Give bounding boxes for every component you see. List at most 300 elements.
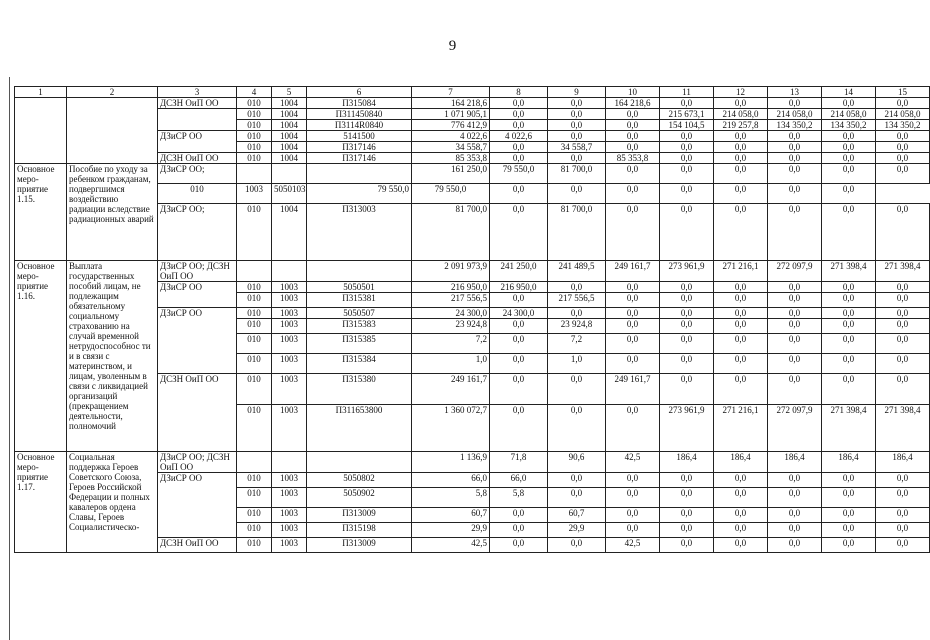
cell-col-year-8: 0,0 [876,508,930,523]
cell-col-ministry-code: 010 [237,120,272,131]
cell-col-year-5: 0,0 [714,153,768,164]
cell-col-section-code: 1003 [272,508,307,523]
cell-col-year-2: 241 489,5 [548,261,606,282]
cell-col-year-7: 0,0 [822,204,876,261]
cell-col-year-5: 0,0 [714,204,768,261]
cell-col-year-8: 0,0 [822,184,876,204]
cell-col-year-6: 0,0 [768,153,822,164]
cell-col-total: 161 250,0 [412,164,490,184]
cell-col-ministry-code: 010 [237,308,272,319]
cell-col-year-4: 0,0 [660,354,714,374]
cell-col-year-1: 216 950,0 [490,282,548,293]
cell-col-year-4: 0,0 [660,308,714,319]
cell-col-year-3: 0,0 [606,293,660,308]
cell-col-executor: ДСЗН ОиП ОО [158,374,237,452]
cell-col-year-2: 0,0 [548,308,606,319]
cell-col-year-5: 0,0 [714,508,768,523]
header-col-target-code: 6 [307,87,412,98]
cell-col-year-6: 0,0 [768,334,822,354]
cell-col-year-6: 0,0 [768,98,822,109]
cell-col-year-2: 0,0 [548,538,606,553]
header-col-year-8: 15 [876,87,930,98]
cell-col-year-5: 0,0 [714,98,768,109]
measure-label: Основное меро-приятие 1.16. [15,261,67,452]
cell-col-year-7: 134 350,2 [822,120,876,131]
cell-col-executor: ДЗиСР ОО [158,308,237,374]
cell-col-year-4: 0,0 [660,374,714,405]
cell-col-year-3: 42,5 [606,452,660,473]
cell-col-year-3: 0,0 [606,109,660,120]
cell-col-year-7: 0,0 [822,374,876,405]
cell-col-target-code: П315084 [307,98,412,109]
cell-col-section-code: 1003 [272,319,307,334]
cell-col-year-8: 0,0 [876,98,930,109]
cell-col-year-7: 0,0 [822,523,876,538]
cell-col-year-4: 154 104,5 [660,120,714,131]
cell-col-year-8: 0,0 [876,282,930,293]
cell-col-year-2: 0,0 [548,98,606,109]
cell-col-year-1: 0,0 [490,508,548,523]
cell-col-year-8: 271 398,4 [876,261,930,282]
cell-col-year-3: 42,5 [606,538,660,553]
cell-col-section-code: 1003 [272,538,307,553]
cell-col-section-code: 1003 [272,488,307,508]
cell-col-total: 79 550,0 [307,184,412,204]
cell-col-year-2: 23 924,8 [548,319,606,334]
cell-col-year-3: 0,0 [606,354,660,374]
cell-col-year-6: 0,0 [768,523,822,538]
cell-col-target-code: 5050802 [307,473,412,488]
header-col-ministry-code: 4 [237,87,272,98]
cell-col-year-1: 79 550,0 [490,164,548,184]
cell-col-year-2: 0,0 [548,374,606,405]
cell-col-year-4: 186,4 [660,452,714,473]
cell-col-target-code: П317146 [307,153,412,164]
budget-table [14,86,930,553]
cell-col-ministry-code: 010 [237,488,272,508]
measure-label: Основное меро-приятие 1.15. [15,164,67,261]
cell-col-year-1: 66,0 [490,473,548,488]
cell-col-ministry-code: 010 [237,109,272,120]
cell-col-year-7: 0,0 [822,473,876,488]
cell-col-ministry-code [237,164,272,184]
cell-col-total: 5,8 [412,488,490,508]
cell-col-target-code: П311653800 [307,405,412,452]
empty-cell [158,109,237,131]
header-col-year-1: 8 [490,87,548,98]
cell-col-year-7: 0,0 [768,184,822,204]
header-col-total: 7 [412,87,490,98]
cell-col-ministry-code: 010 [237,204,272,261]
cell-col-ministry-code: 010 [237,142,272,153]
cell-col-ministry-code [237,261,272,282]
cell-col-target-code: П317146 [307,142,412,153]
cell-col-year-2: 60,7 [548,508,606,523]
cell-col-ministry-code: 010 [237,319,272,334]
cell-col-year-4: 0,0 [660,508,714,523]
cell-col-total: 4 022,6 [412,131,490,142]
cell-col-year-1: 0,0 [490,523,548,538]
cell-col-year-5: 0,0 [714,282,768,293]
cell-col-year-5: 0,0 [714,473,768,488]
cell-col-year-1: 0,0 [490,142,548,153]
cell-col-target-code: П315385 [307,334,412,354]
cell-col-year-8: 0,0 [876,204,930,261]
cell-col-year-8: 0,0 [876,293,930,308]
cell-col-year-4: 0,0 [660,523,714,538]
cell-col-total: 776 412,9 [412,120,490,131]
cell-col-year-6: 0,0 [768,538,822,553]
cell-col-year-6: 0,0 [768,319,822,334]
cell-col-target-code: 5050103 [272,184,307,204]
cell-col-year-4: 0,0 [660,164,714,184]
cell-col-year-7: 0,0 [822,131,876,142]
cell-col-year-5: 0,0 [714,488,768,508]
cell-col-year-8: 0,0 [876,488,930,508]
cell-col-year-1: 0,0 [490,319,548,334]
cell-col-year-1: 0,0 [490,354,548,374]
cell-col-executor: ДЗиСР ОО [158,282,237,308]
cell-col-year-8: 134 350,2 [876,120,930,131]
cell-col-year-2: 0,0 [548,153,606,164]
cell-col-executor: ДСЗН ОиП ОО [158,98,237,109]
cell-col-year-1: 0,0 [490,374,548,405]
cell-col-year-8: 0,0 [876,523,930,538]
header-col-year-5: 12 [714,87,768,98]
cell-col-section-code: 1004 [272,109,307,120]
cell-col-ministry-code: 010 [237,523,272,538]
cell-col-section-code: 1004 [272,142,307,153]
cell-col-target-code: П315198 [307,523,412,538]
cell-col-executor: ДСЗН ОиП ОО [158,538,237,553]
cell-col-total: 29,9 [412,523,490,538]
cell-col-year-7: 0,0 [822,334,876,354]
cell-col-year-5: 0,0 [714,374,768,405]
cell-col-executor: ДЗиСР ОО [158,131,237,153]
cell-col-year-6: 0,0 [768,354,822,374]
cell-col-ministry-code: 010 [237,405,272,452]
cell-col-section-code: 1004 [272,204,307,261]
header-row [15,87,930,98]
cell-col-year-6: 0,0 [768,308,822,319]
cell-col-year-1: 0,0 [490,405,548,452]
cell-col-year-8: 0,0 [876,131,930,142]
cell-col-section-code [272,164,307,184]
cell-col-year-2: 0,0 [548,120,606,131]
cell-col-year-2: 0,0 [548,473,606,488]
cell-col-target-code [307,261,412,282]
page-border-line [9,77,10,640]
cell-col-section-code: 1003 [272,405,307,452]
cell-col-year-7: 0,0 [822,282,876,293]
cell-col-target-code: П313009 [307,508,412,523]
cell-col-year-8: 0,0 [876,473,930,488]
cell-col-ministry-code: 010 [237,508,272,523]
cell-col-year-1: 0,0 [490,204,548,261]
empty-cell [67,98,158,164]
cell-col-total: 34 558,7 [412,142,490,153]
cell-col-year-8: 0,0 [876,334,930,354]
cell-col-target-code: П315384 [307,354,412,374]
cell-col-total: 1,0 [412,354,490,374]
cell-col-total: 249 161,7 [412,374,490,405]
cell-col-year-7: 0,0 [822,153,876,164]
cell-col-year-6: 0,0 [768,473,822,488]
cell-col-total: 42,5 [412,538,490,553]
cell-col-executor: ДЗиСР ОО; ДСЗН ОиП ОО [158,261,237,282]
cell-col-year-7: 214 058,0 [822,109,876,120]
table-row [15,98,930,109]
cell-col-year-2: 0,0 [548,282,606,293]
cell-col-target-code: П313003 [307,204,412,261]
cell-col-target-code: П315380 [307,374,412,405]
cell-col-year-1: 0,0 [490,293,548,308]
cell-col-year-2: 0,0 [490,184,548,204]
measure-description: Пособие по уходу за ребенком гражданам, подвергшимся воздействию радиации вследствие радиационных аварий [67,164,158,261]
cell-col-year-3: 0,0 [606,508,660,523]
cell-col-target-code: П311450840 [307,109,412,120]
cell-col-year-5: 0,0 [714,142,768,153]
cell-col-year-1: 4 022,6 [490,131,548,142]
cell-col-year-7: 0,0 [822,354,876,374]
cell-col-executor: ДЗиСР ОО [158,473,237,538]
cell-col-year-6: 134 350,2 [768,120,822,131]
cell-col-year-1: 0,0 [490,334,548,354]
cell-col-year-5: 219 257,8 [714,120,768,131]
cell-col-section-code: 1003 [272,354,307,374]
cell-col-year-8: 186,4 [876,452,930,473]
cell-col-year-4: 215 673,1 [660,109,714,120]
cell-col-year-2: 1,0 [548,354,606,374]
table-row [15,164,930,184]
cell-col-year-1: 71,8 [490,452,548,473]
header-col-year-4: 11 [660,87,714,98]
cell-col-total: 60,7 [412,508,490,523]
cell-col-year-3: 0,0 [606,120,660,131]
header-col-year-2: 9 [548,87,606,98]
cell-col-year-4: 0,0 [660,131,714,142]
cell-col-year-2: 0,0 [548,131,606,142]
cell-col-section-code: 1004 [272,98,307,109]
cell-col-year-3: 0,0 [606,131,660,142]
cell-col-target-code: 5050507 [307,308,412,319]
cell-col-year-2: 34 558,7 [548,142,606,153]
cell-col-year-6: 0,0 [768,293,822,308]
cell-col-year-8: 0,0 [876,153,930,164]
cell-col-total: 66,0 [412,473,490,488]
cell-col-year-3: 0,0 [548,184,606,204]
cell-col-year-7: 0,0 [822,319,876,334]
cell-col-year-3: 85 353,8 [606,153,660,164]
cell-col-year-7: 186,4 [822,452,876,473]
cell-col-year-5: 271 216,1 [714,405,768,452]
cell-col-year-3: 0,0 [606,282,660,293]
cell-col-year-6: 0,0 [768,282,822,293]
empty-cell [15,98,67,164]
header-col-year-7: 14 [822,87,876,98]
cell-col-year-6: 0,0 [768,488,822,508]
cell-col-year-3: 0,0 [606,488,660,508]
cell-col-year-6: 0,0 [768,164,822,184]
cell-col-year-8: 0,0 [876,354,930,374]
cell-col-year-6: 0,0 [768,374,822,405]
cell-col-section-code: 1003 [272,308,307,319]
cell-col-year-8: 0,0 [876,308,930,319]
cell-col-year-3: 249 161,7 [606,374,660,405]
cell-col-year-3: 0,0 [606,308,660,319]
cell-col-year-7: 0,0 [822,308,876,319]
cell-col-target-code [307,164,412,184]
cell-col-section-code: 1004 [272,153,307,164]
cell-col-year-1: 0,0 [490,109,548,120]
cell-col-year-7: 271 398,4 [822,261,876,282]
cell-col-year-6: 0,0 [768,508,822,523]
cell-col-year-5: 0,0 [714,293,768,308]
page-number: 9 [448,38,457,54]
cell-col-year-7: 0,0 [822,508,876,523]
cell-col-ministry-code [237,452,272,473]
cell-col-ministry-code: 010 [237,334,272,354]
cell-col-total: 24 300,0 [412,308,490,319]
cell-col-ministry-code: 010 [158,184,237,204]
cell-col-year-4: 0,0 [660,153,714,164]
cell-col-year-2: 81 700,0 [548,204,606,261]
cell-col-total: 1 360 072,7 [412,405,490,452]
header-col-executor: 3 [158,87,237,98]
cell-col-year-4: 0,0 [660,334,714,354]
header-col-year-3: 10 [606,87,660,98]
cell-col-target-code: 5050501 [307,282,412,293]
cell-col-year-1: 0,0 [490,98,548,109]
cell-col-year-4: 0,0 [660,142,714,153]
cell-col-year-4: 0,0 [660,538,714,553]
cell-col-year-5: 0,0 [714,334,768,354]
cell-col-target-code: 5141500 [307,131,412,142]
cell-col-year-3: 0,0 [606,142,660,153]
cell-col-year-6: 0,0 [768,204,822,261]
cell-col-ministry-code: 010 [237,98,272,109]
cell-col-target-code: П315383 [307,319,412,334]
cell-col-total: 217 556,5 [412,293,490,308]
cell-col-year-8: 0,0 [876,538,930,553]
cell-col-ministry-code: 010 [237,473,272,488]
cell-col-total: 85 353,8 [412,153,490,164]
cell-col-target-code: П3114R0840 [307,120,412,131]
cell-col-year-4: 0,0 [660,488,714,508]
cell-col-year-5: 0,0 [714,131,768,142]
cell-col-year-6: 0,0 [714,184,768,204]
cell-col-executor: ДЗиСР ОО; ДСЗН ОиП ОО [158,452,237,473]
cell-col-year-4: 0,0 [660,98,714,109]
cell-col-section-code [272,261,307,282]
cell-col-year-2: 7,2 [548,334,606,354]
cell-col-year-6: 0,0 [768,131,822,142]
measure-description: Выплата государственных пособий лицам, не подлежащим обязательному социальному страхованию на случай временной нетрудоспособнос ти и в связи с материнством, и лицам, уволенным в связи с ликвидацией организаций (прекращением деятельности, полномочий [67,261,158,452]
cell-col-year-6: 214 058,0 [768,109,822,120]
table-row [15,261,930,282]
cell-col-total: 2 091 973,9 [412,261,490,282]
cell-col-ministry-code: 010 [237,153,272,164]
cell-col-section-code: 1004 [272,131,307,142]
cell-col-section-code [272,452,307,473]
cell-col-total: 1 136,9 [412,452,490,473]
cell-col-year-4: 0,0 [660,473,714,488]
cell-col-year-1: 0,0 [490,120,548,131]
cell-col-target-code: П313009 [307,538,412,553]
cell-col-year-2: 90,6 [548,452,606,473]
cell-col-section-code: 1003 [272,293,307,308]
cell-col-year-4: 0,0 [660,282,714,293]
header-col-year-6: 13 [768,87,822,98]
cell-col-year-4: 0,0 [606,184,660,204]
cell-col-executor: ДЗиСР ОО; [158,204,237,261]
cell-col-year-5: 0,0 [714,523,768,538]
header-col-section-code: 5 [272,87,307,98]
cell-col-total: 1 071 905,1 [412,109,490,120]
cell-col-year-2: 0,0 [548,488,606,508]
cell-col-total: 81 700,0 [412,204,490,261]
cell-col-year-5: 271 216,1 [714,261,768,282]
cell-col-year-7: 0,0 [822,142,876,153]
cell-col-year-5: 0,0 [714,538,768,553]
cell-col-target-code: П315381 [307,293,412,308]
cell-col-year-5: 0,0 [660,184,714,204]
cell-col-year-7: 0,0 [822,164,876,184]
cell-col-year-7: 0,0 [822,293,876,308]
cell-col-year-2: 0,0 [548,405,606,452]
cell-col-target-code: 5050902 [307,488,412,508]
cell-col-year-4: 0,0 [660,293,714,308]
cell-col-section-code: 1003 [237,184,272,204]
cell-col-year-3: 0,0 [606,334,660,354]
cell-col-total: 23 924,8 [412,319,490,334]
cell-col-year-2: 0,0 [548,109,606,120]
cell-col-year-1: 79 550,0 [412,184,490,204]
cell-col-year-4: 273 961,9 [660,261,714,282]
cell-col-ministry-code: 010 [237,293,272,308]
cell-col-year-1: 0,0 [490,153,548,164]
cell-col-year-2: 81 700,0 [548,164,606,184]
cell-col-year-2: 29,9 [548,523,606,538]
cell-col-year-5: 186,4 [714,452,768,473]
cell-col-year-8: 0,0 [876,319,930,334]
cell-col-year-3: 164 218,6 [606,98,660,109]
cell-col-year-4: 0,0 [660,319,714,334]
cell-col-executor: ДЗиСР ОО; [158,164,237,184]
header-col-measure: 1 [15,87,67,98]
cell-col-year-3: 0,0 [606,204,660,261]
cell-col-year-1: 24 300,0 [490,308,548,319]
cell-col-year-7: 0,0 [822,98,876,109]
cell-col-year-3: 0,0 [606,405,660,452]
cell-col-section-code: 1003 [272,473,307,488]
cell-col-total: 164 218,6 [412,98,490,109]
cell-col-year-4: 273 961,9 [660,405,714,452]
cell-col-year-8: 0,0 [876,164,930,184]
cell-col-target-code [307,452,412,473]
cell-col-section-code: 1003 [272,282,307,293]
cell-col-year-8: 214 058,0 [876,109,930,120]
measure-label: Основное меро-приятие 1.17. [15,452,67,553]
cell-col-executor: ДСЗН ОиП ОО [158,153,237,164]
table-row [15,452,930,473]
cell-col-ministry-code: 010 [237,282,272,293]
cell-col-year-1: 241 250,0 [490,261,548,282]
cell-col-year-1: 0,0 [490,538,548,553]
cell-col-section-code: 1003 [272,374,307,405]
cell-col-year-5: 0,0 [714,354,768,374]
cell-col-year-3: 0,0 [606,319,660,334]
